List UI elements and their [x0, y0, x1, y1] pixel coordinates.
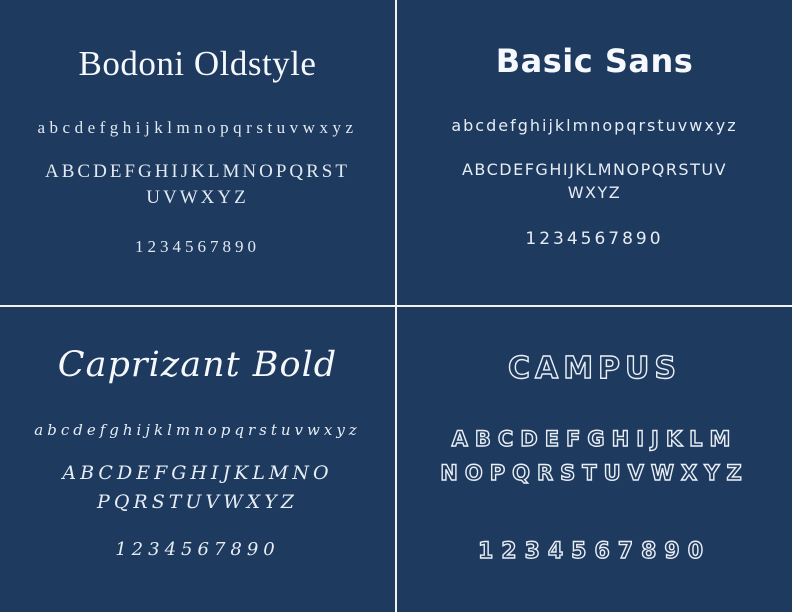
- uppercase-line-1: ABCDEFGHIJKLMNO: [62, 462, 333, 484]
- uppercase-line-2: WXYZ: [567, 183, 622, 203]
- lowercase-alphabet: abcdefghijklmnopqrstuvwxyz: [451, 116, 738, 135]
- uppercase-line-1: ABCDEFGHIJKLMNOPQRST: [45, 161, 350, 182]
- uppercase-alphabet: [45, 159, 350, 210]
- numerals: 1234567890: [525, 229, 664, 250]
- uppercase-line-1: ABCDEFGHIJKLMNOPQRSTUV: [461, 160, 728, 179]
- uppercase-alphabet: [440, 422, 748, 490]
- numerals: 1234567890: [135, 237, 260, 257]
- lowercase-alphabet: abcdefghijklmnopqrstuvwxyz: [34, 421, 361, 439]
- uppercase-line-1: ABCDEFGHIJKLM: [451, 427, 738, 451]
- font-title-campus: CAMPUS: [507, 351, 682, 386]
- font-title-basic-sans: Basic Sans: [495, 42, 694, 80]
- font-title-caprizant-bold: Caprizant Bold: [57, 345, 338, 385]
- specimen-campus: [397, 307, 792, 612]
- font-title-bodoni-oldstyle: Bodoni Oldstyle: [78, 44, 317, 83]
- uppercase-alphabet: [62, 459, 332, 516]
- numerals: 1234567890: [477, 539, 712, 565]
- specimen-basic-sans: [397, 0, 792, 305]
- uppercase-alphabet: [462, 158, 727, 204]
- uppercase-line-2: NOPQRSTUVWXYZ: [440, 461, 749, 486]
- specimen-bodoni-oldstyle: [0, 0, 395, 305]
- lowercase-alphabet: abcdefghijklmnopqrstuvwxyz: [37, 118, 358, 137]
- uppercase-line-2: PQRSTUVWXYZ: [97, 490, 298, 513]
- specimen-caprizant-bold: [0, 307, 395, 612]
- numerals: 1234567890: [115, 539, 280, 560]
- uppercase-line-2: UVWXYZ: [146, 186, 249, 208]
